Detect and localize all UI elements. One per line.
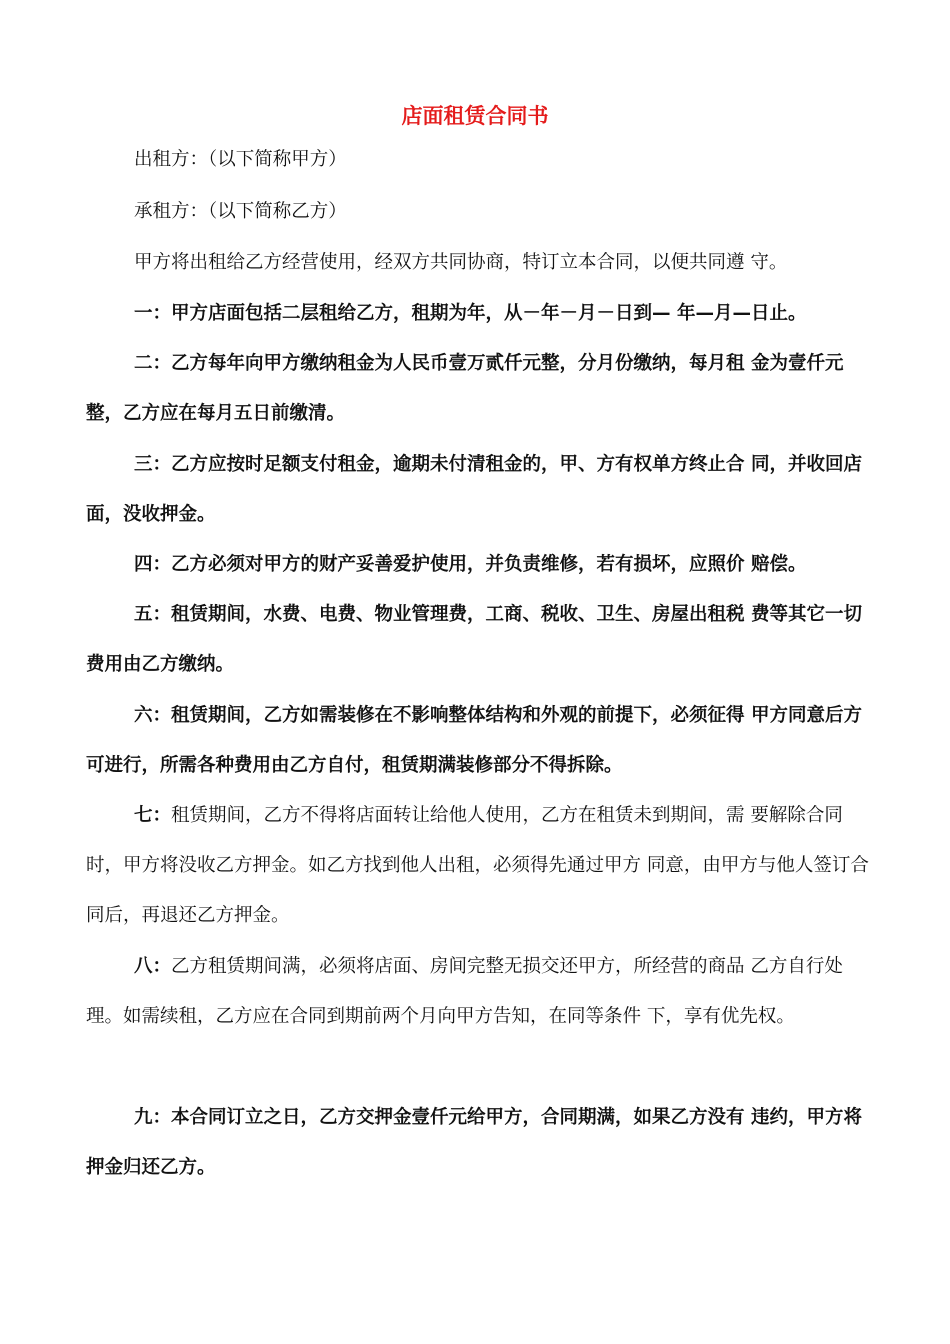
clause-5: 五：租赁期间，水费、电费、物业管理费，工商、税收、卫生、房屋出租税 费等其它一切费用由乙方缴纳。 bbox=[86, 604, 862, 675]
clause-8-text: 乙方租赁期间满，必须将店面、房间完整无损交还甲方，所经营的商品 乙方自行处理。如需续租，乙方应在合同到期前两个月向甲方告知，在同等条件 下，享有优先权。 bbox=[86, 956, 843, 1027]
clause-8 bbox=[86, 942, 874, 1042]
clause-7-text: 租赁期间，乙方不得将店面转让给他人使用，乙方在租赁未到期间，需 要解除合同时，甲方将没收乙方押金。如乙方找到他人出租，必须得先通过甲方 同意，由甲方与他人签订合同后，再退还乙方押金。 bbox=[86, 805, 869, 926]
clause-2: 二：乙方每年向甲方缴纳租金为人民币壹万贰仟元整，分月份缴纳，每月租 金为壹仟元整，乙方应在每月五日前缴清。 bbox=[86, 353, 844, 424]
clause-8-number: 八： bbox=[134, 956, 172, 977]
clause-4: 四：乙方必须对甲方的财产妥善爱护使用，并负责维修，若有损坏，应照价 赔偿。 bbox=[134, 554, 807, 575]
intro-paragraph: 甲方将出租给乙方经营使用，经双方共同协商，特订立本合同，以便共同遵 守。 bbox=[134, 252, 788, 273]
clause-9: 九：本合同订立之日，乙方交押金壹仟元给甲方，合同期满，如果乙方没有 违约，甲方将押金归还乙方。 bbox=[86, 1107, 862, 1178]
lessor-line: 出租方：（以下简称甲方） bbox=[134, 149, 347, 170]
document-title: 店面租赁合同书 bbox=[401, 104, 549, 128]
clause-1: 一：甲方店面包括二层租给乙方，租期为年，从－年－月－日到— 年—月—日止。 bbox=[134, 303, 807, 324]
lessee-line: 承租方：（以下简称乙方） bbox=[134, 201, 347, 222]
clause-7-number: 七： bbox=[134, 805, 172, 826]
clause-3: 三：乙方应按时足额支付租金，逾期未付清租金的，甲、方有权单方终止合 同，并收回店面，没收押金。 bbox=[86, 454, 862, 525]
clause-6: 六：租赁期间，乙方如需装修在不影响整体结构和外观的前提下，必须征得 甲方同意后方可进行，所需各种费用由乙方自付，租赁期满装修部分不得拆除。 bbox=[86, 705, 862, 776]
clause-7 bbox=[86, 791, 874, 941]
